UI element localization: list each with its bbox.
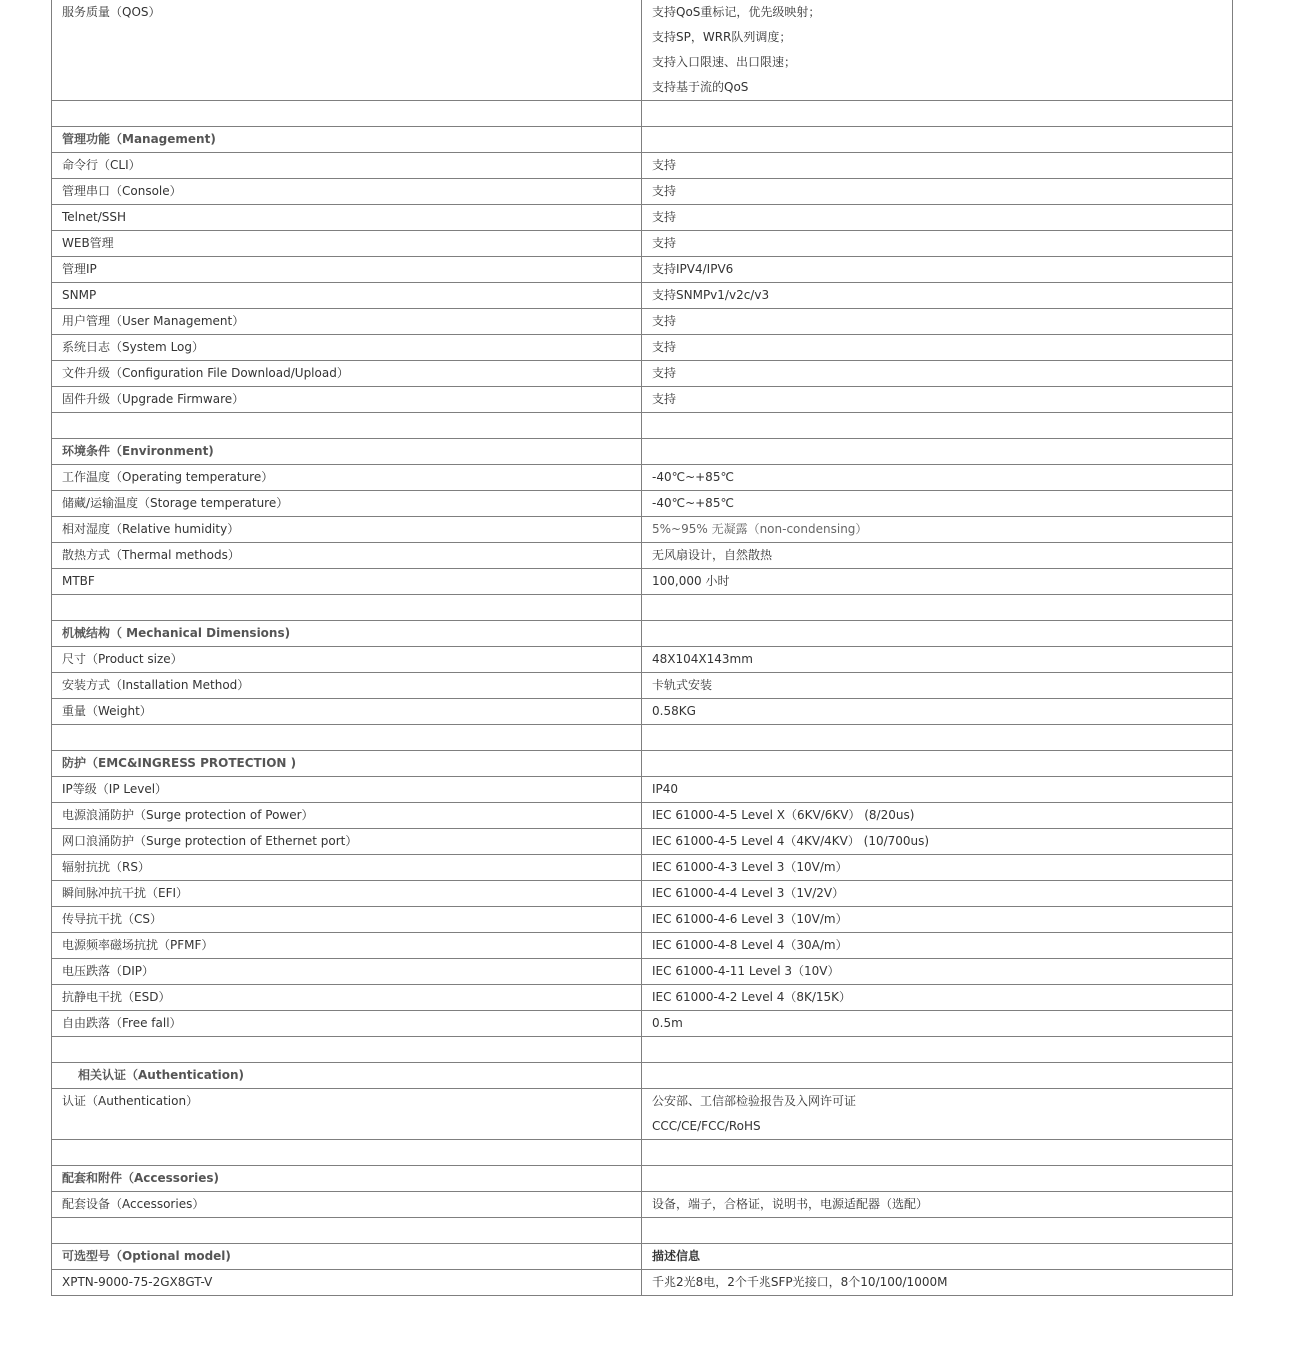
blank-cell [52, 1140, 642, 1166]
section-value [642, 1063, 1233, 1089]
spec-value: 千兆2光8电，2个千兆SFP光接口，8个10/100/1000M [642, 1270, 1233, 1296]
spec-row [52, 283, 1233, 309]
blank-cell [52, 595, 642, 621]
spec-label: 重量（Weight） [52, 699, 642, 725]
spec-value: 支持 [642, 361, 1233, 387]
section-title: 可选型号（Optional model) [52, 1244, 642, 1270]
blank-cell [52, 1218, 642, 1244]
spec-row [52, 205, 1233, 231]
spec-value: 100,000 小时 [642, 569, 1233, 595]
spec-value-line: CCC/CE/FCC/RoHS [652, 1119, 761, 1133]
spec-value: IEC 61000-4-5 Level X（6KV/6KV） (8/20us) [642, 803, 1233, 829]
blank-cell [52, 101, 642, 127]
spec-value: 无风扇设计，自然散热 [642, 543, 1233, 569]
spec-row [52, 517, 1233, 543]
spec-row [52, 361, 1233, 387]
spec-value: 5%~95% 无凝露（non-condensing） [642, 517, 1233, 543]
spec-label: 储藏/运输温度（Storage temperature） [52, 491, 642, 517]
section-title: 防护（EMC&INGRESS PROTECTION ) [52, 751, 642, 777]
spec-label: 抗静电干扰（ESD） [52, 985, 642, 1011]
spec-value: IEC 61000-4-6 Level 3（10V/m） [642, 907, 1233, 933]
spec-label: 相对湿度（Relative humidity） [52, 517, 642, 543]
section-header-row [52, 1166, 1233, 1192]
section-header-row [52, 1063, 1233, 1089]
blank-cell [642, 595, 1233, 621]
section-header-row [52, 621, 1233, 647]
spec-row [52, 1192, 1233, 1218]
spec-value: 0.58KG [642, 699, 1233, 725]
spec-row [52, 647, 1233, 673]
spec-label: 尺寸（Product size） [52, 647, 642, 673]
section-value [642, 127, 1233, 153]
spec-row [52, 569, 1233, 595]
spec-value: IEC 61000-4-8 Level 4（30A/m） [642, 933, 1233, 959]
blank-row [52, 1037, 1233, 1063]
spec-row [52, 257, 1233, 283]
section-title: 管理功能（Management) [52, 127, 642, 153]
spec-label: 用户管理（User Management） [52, 309, 642, 335]
spec-row [52, 777, 1233, 803]
spec-row [52, 1089, 1233, 1140]
spec-row [52, 985, 1233, 1011]
spec-label: 传导抗干扰（CS） [52, 907, 642, 933]
spec-label: 电压跌落（DIP） [52, 959, 642, 985]
spec-label: 电源频率磁场抗扰（PFMF） [52, 933, 642, 959]
spec-label: 认证（Authentication） [52, 1089, 642, 1140]
blank-row [52, 413, 1233, 439]
section-header-row [52, 439, 1233, 465]
section-value: 描述信息 [642, 1244, 1233, 1270]
spec-value: 0.5m [642, 1011, 1233, 1037]
spec-value: 支持IPV4/IPV6 [642, 257, 1233, 283]
spec-label: Telnet/SSH [52, 205, 642, 231]
spec-row [52, 959, 1233, 985]
spec-row [52, 881, 1233, 907]
blank-row [52, 595, 1233, 621]
spec-label: SNMP [52, 283, 642, 309]
spec-row [52, 387, 1233, 413]
spec-value-line: 公安部、工信部检验报告及入网许可证 [652, 1094, 857, 1108]
spec-value-list [642, 1089, 1233, 1140]
spec-value: 支持 [642, 335, 1233, 361]
section-header-row [52, 127, 1233, 153]
spec-value-list [642, 0, 1233, 101]
spec-row [52, 829, 1233, 855]
spec-row [52, 335, 1233, 361]
spec-row [52, 673, 1233, 699]
spec-row [52, 309, 1233, 335]
spec-label: 命令行（CLI） [52, 153, 642, 179]
spec-value-line: 支持入口限速、出口限速； [652, 55, 797, 69]
blank-row [52, 1140, 1233, 1166]
spec-value-line: 支持基于流的QoS [652, 80, 749, 94]
spec-row [52, 491, 1233, 517]
spec-label: WEB管理 [52, 231, 642, 257]
spec-label: 服务质量（QOS） [52, 0, 642, 101]
blank-cell [642, 101, 1233, 127]
spec-row [52, 153, 1233, 179]
spec-label: XPTN-9000-75-2GX8GT-V [52, 1270, 642, 1296]
section-title: 配套和附件（Accessories) [52, 1166, 642, 1192]
spec-row [52, 231, 1233, 257]
spec-value: 支持 [642, 153, 1233, 179]
spec-value: 卡轨式安装 [642, 673, 1233, 699]
section-title: 相关认证（Authentication) [52, 1063, 642, 1089]
section-title: 机械结构（ Mechanical Dimensions) [52, 621, 642, 647]
spec-value: IEC 61000-4-11 Level 3（10V） [642, 959, 1233, 985]
spec-label: MTBF [52, 569, 642, 595]
spec-table-body [52, 0, 1233, 1296]
spec-label: 系统日志（System Log） [52, 335, 642, 361]
spec-value: 48X104X143mm [642, 647, 1233, 673]
spec-value: IEC 61000-4-4 Level 3（1V/2V） [642, 881, 1233, 907]
blank-cell [642, 413, 1233, 439]
spec-value: 支持 [642, 205, 1233, 231]
spec-label: 散热方式（Thermal methods） [52, 543, 642, 569]
blank-cell [642, 1140, 1233, 1166]
spec-label: 电源浪涌防护（Surge protection of Power） [52, 803, 642, 829]
blank-cell [642, 1218, 1233, 1244]
spec-label: 自由跌落（Free fall） [52, 1011, 642, 1037]
section-value [642, 751, 1233, 777]
spec-label: 辐射抗扰（RS） [52, 855, 642, 881]
spec-row [52, 855, 1233, 881]
spec-value: 设备，端子，合格证，说明书，电源适配器（选配） [642, 1192, 1233, 1218]
spec-label: 瞬间脉冲抗干扰（EFI） [52, 881, 642, 907]
spec-label: 安装方式（Installation Method） [52, 673, 642, 699]
spec-value: IEC 61000-4-5 Level 4（4KV/4KV） (10/700us) [642, 829, 1233, 855]
spec-label: 网口浪涌防护（Surge protection of Ethernet port） [52, 829, 642, 855]
blank-row [52, 725, 1233, 751]
section-value [642, 1166, 1233, 1192]
spec-value: 支持 [642, 179, 1233, 205]
spec-value: -40℃~+85℃ [642, 491, 1233, 517]
spec-value: 支持 [642, 309, 1233, 335]
blank-row [52, 1218, 1233, 1244]
spec-row [52, 465, 1233, 491]
spec-value: 支持SNMPv1/v2c/v3 [642, 283, 1233, 309]
spec-row [52, 1270, 1233, 1296]
blank-row [52, 101, 1233, 127]
spec-row [52, 0, 1233, 101]
spec-value: 支持 [642, 387, 1233, 413]
spec-value: -40℃~+85℃ [642, 465, 1233, 491]
spec-value: IP40 [642, 777, 1233, 803]
blank-cell [52, 413, 642, 439]
spec-table [51, 0, 1233, 1296]
spec-row [52, 803, 1233, 829]
spec-row [52, 907, 1233, 933]
blank-cell [642, 725, 1233, 751]
spec-value-line: 支持QoS重标记，优先级映射； [652, 5, 821, 19]
section-title: 环境条件（Environment) [52, 439, 642, 465]
section-header-row [52, 1244, 1233, 1270]
spec-row [52, 933, 1233, 959]
spec-label: IP等级（IP Level） [52, 777, 642, 803]
spec-label: 固件升级（Upgrade Firmware） [52, 387, 642, 413]
blank-cell [52, 725, 642, 751]
spec-value-line: 支持SP，WRR队列调度； [652, 30, 792, 44]
spec-label: 管理IP [52, 257, 642, 283]
spec-row [52, 543, 1233, 569]
blank-cell [642, 1037, 1233, 1063]
spec-value: 支持 [642, 231, 1233, 257]
spec-row [52, 179, 1233, 205]
section-header-row [52, 751, 1233, 777]
spec-value: IEC 61000-4-2 Level 4（8K/15K） [642, 985, 1233, 1011]
spec-label: 工作温度（Operating temperature） [52, 465, 642, 491]
spec-row [52, 1011, 1233, 1037]
blank-cell [52, 1037, 642, 1063]
section-value [642, 439, 1233, 465]
spec-label: 配套设备（Accessories） [52, 1192, 642, 1218]
spec-label: 文件升级（Configuration File Download/Upload） [52, 361, 642, 387]
spec-label: 管理串口（Console） [52, 179, 642, 205]
spec-value: IEC 61000-4-3 Level 3（10V/m） [642, 855, 1233, 881]
section-value [642, 621, 1233, 647]
spec-row [52, 699, 1233, 725]
